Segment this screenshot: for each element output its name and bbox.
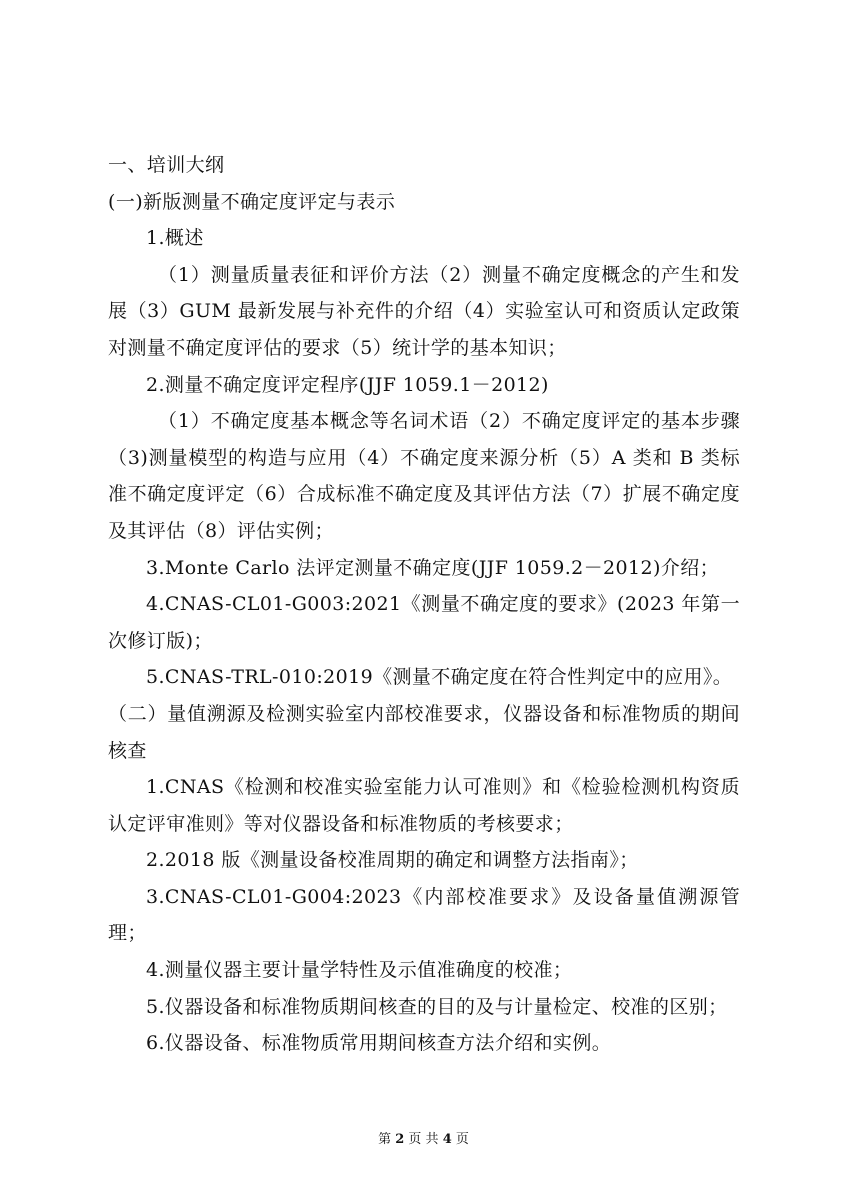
item-monte-carlo: 3.Monte Carlo 法评定测量不确定度(JJF 1059.2－2012)介绍； — [146, 556, 719, 579]
item-cnas-trl010: 5.CNAS-TRL-010:2019《测量不确定度在符合性判定中的应用》。 — [146, 666, 733, 689]
footer-prefix: 第 — [378, 1132, 392, 1147]
page-footer — [0, 1128, 847, 1147]
item-heading-overview: 1.概述 — [146, 227, 204, 250]
footer-total-pages: 4 — [442, 1132, 452, 1147]
item-heading-procedure: 2.测量不确定度评定程序(JJF 1059.1－2012) — [146, 373, 549, 396]
subsection-heading-1: (一)新版测量不确定度评定与表示 — [108, 190, 396, 213]
footer-suffix: 页 — [455, 1132, 469, 1147]
item-cnas-g004: 3.CNAS-CL01-G004:2023《内部校准要求》及设备量值溯源管理； — [108, 885, 740, 945]
item-intermediate-check-purpose: 5.仪器设备和标准物质期间核查的目的及与计量检定、校准的区别； — [146, 995, 728, 1018]
item-intermediate-check-methods: 6.仪器设备、标准物质常用期间核查方法介绍和实例。 — [146, 1032, 612, 1055]
item-calibration: 4.测量仪器主要计量学特性及示值准确度的校准； — [146, 959, 573, 982]
item-cnas-criteria: 1.CNAS《检测和校准实验室能力认可准则》和《检验检测机构资质认定评审准则》等对仪器设备和标准物质的考核要求； — [108, 776, 740, 835]
item-cnas-g003: 4.CNAS-CL01-G003:2021《测量不确定度的要求》(2023 年第一次修订版)； — [108, 593, 740, 652]
footer-middle: 页 共 — [408, 1132, 439, 1147]
item-2018-guide: 2.2018 版《测量设备校准周期的确定和调整方法指南》； — [146, 849, 639, 872]
item-text-overview: （1）测量质量表征和评价方法（2）测量不确定度概念的产生和发展（3）GUM 最新发展与补充件的介绍（4）实验室认可和资质认定政策对测量不确定度评估的要求（5）统计学的基本知识； — [108, 263, 740, 359]
section-heading: 一、培训大纲 — [108, 154, 225, 176]
item-text-procedure: （1）不确定度基本概念等名词术语（2）不确定度评定的基本步骤（3)测量模型的构造与应用（4）不确定度来源分析（5）A 类和 B 类标准不确定度评定（6）合成标准不确定度及其评估方法（7）扩展不确定度及其评估（8）评估实例； — [108, 410, 740, 542]
document-body — [108, 147, 740, 1062]
footer-page-number: 2 — [395, 1132, 405, 1147]
subsection-heading-2: （二）量值溯源及检测实验室内部校准要求，仪器设备和标准物质的期间核查 — [108, 702, 740, 762]
